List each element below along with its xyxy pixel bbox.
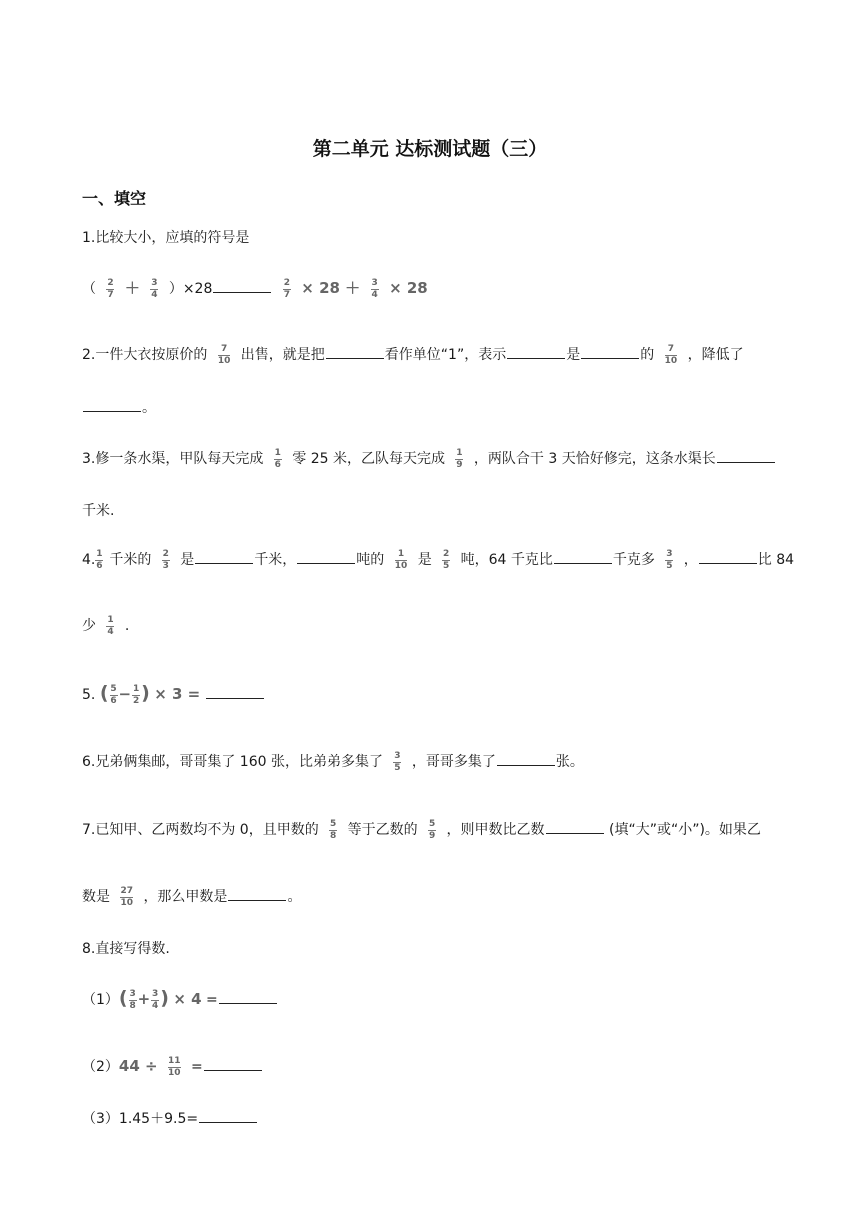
math-paren: ( <box>118 987 128 1009</box>
text: (填“大”或“小”)。如果乙 <box>608 822 761 838</box>
section-heading-fill-in: 一、填空 <box>82 189 147 208</box>
text: 吨的 <box>356 552 385 568</box>
fraction: $\frac{1}{9}$ <box>456 447 463 470</box>
text: 等于乙数的 <box>347 822 418 838</box>
text: 是 <box>566 347 581 363</box>
answer-blank <box>326 344 384 359</box>
fraction: $\frac{3}{5}$ <box>666 548 673 571</box>
answer-blank <box>581 344 639 359</box>
fraction: $\frac{3}{4}$ <box>151 277 158 300</box>
fraction: $\frac{1}{6}$ <box>274 447 281 470</box>
text: ，降低了 <box>687 347 744 363</box>
text: 4. <box>82 552 96 568</box>
answer-blank <box>507 344 565 359</box>
fraction: $\frac{3}{4}$ <box>371 277 378 300</box>
text: 吨，64 千克比 <box>460 552 553 568</box>
text: ，哥哥多集了 <box>411 754 496 770</box>
plus-sign: ＋ <box>124 279 140 297</box>
fraction: $\frac{5}{8}$ <box>330 818 337 841</box>
text: ，那么甲数是 <box>143 889 228 905</box>
math-expression: × 4 <box>173 990 202 1008</box>
fraction: $\frac{2}{5}$ <box>443 548 450 571</box>
answer-blank <box>219 989 277 1004</box>
question-1-prompt: 1.比较大小，应填的符号是 <box>82 230 250 246</box>
question-2-line-1 <box>82 344 744 366</box>
answer-blank <box>199 1108 257 1123</box>
question-8-part-2 <box>82 1055 263 1078</box>
question-1-expression <box>82 277 428 300</box>
text: 6.兄弟俩集邮，哥哥集了 160 张，比弟弟多集了 <box>82 754 383 770</box>
answer-blank <box>546 819 604 834</box>
fraction: $\frac{3}{8}$ <box>129 988 136 1011</box>
answer-blank <box>204 1056 262 1071</box>
question-3-line-1 <box>82 448 776 470</box>
question-6 <box>82 751 584 773</box>
text: = <box>206 992 218 1008</box>
fraction: $\frac{3}{4}$ <box>152 988 159 1011</box>
math-paren: ) <box>141 682 150 704</box>
answer-blank <box>213 278 271 293</box>
math-expression: × 28 <box>389 279 428 297</box>
math-expression: × 28 ＋ <box>301 279 361 297</box>
minus-sign: − <box>118 685 132 703</box>
fraction: $\frac{2}{7}$ <box>107 277 114 300</box>
text: 是 <box>417 552 432 568</box>
question-2-line-2 <box>82 397 156 419</box>
fraction: $\frac{1}{6}$ <box>96 548 103 571</box>
text: ， <box>683 552 698 568</box>
text: 出售，就是把 <box>240 347 325 363</box>
text: 是 <box>180 552 195 568</box>
answer-blank <box>699 549 757 564</box>
math-paren: ) <box>160 987 169 1009</box>
answer-blank <box>83 397 141 412</box>
text: 5. <box>82 687 96 703</box>
text: ，则甲数比乙数 <box>446 822 545 838</box>
text: 。 <box>142 400 156 416</box>
text: 。 <box>287 889 302 905</box>
fraction: $\frac{5}{6}$ <box>110 683 117 706</box>
answer-blank <box>228 886 286 901</box>
page-title: 第二单元 达标测试题（三） <box>312 138 548 160</box>
fraction: $\frac{27}{10}$ <box>120 885 133 908</box>
text: 1.45＋9.5= <box>118 1111 199 1127</box>
question-7-line-1 <box>82 819 761 841</box>
text: 少 <box>82 618 96 634</box>
text: 7.已知甲、乙两数均不为 0，且甲数的 <box>82 822 319 838</box>
question-4-line-1 <box>82 549 794 571</box>
text: . <box>124 618 130 634</box>
fraction: $\frac{1}{2}$ <box>132 683 140 706</box>
fraction: $\frac{1}{10}$ <box>394 548 408 571</box>
fraction: $\frac{2}{7}$ <box>283 277 290 300</box>
fraction: $\frac{1}{4}$ <box>107 614 114 637</box>
text: 3.修一条水渠，甲队每天完成 <box>82 451 264 467</box>
question-5 <box>82 682 265 706</box>
math-expression: × 3 = <box>154 685 201 703</box>
text: 零 25 米，乙队每天完成 <box>292 451 445 467</box>
question-3-line-2: 千米. <box>82 503 115 519</box>
part-label: （2） <box>82 1059 119 1075</box>
text: 张。 <box>555 754 584 770</box>
answer-blank <box>497 751 555 766</box>
fraction: $\frac{5}{9}$ <box>428 818 436 841</box>
text: 数是 <box>82 889 110 905</box>
text: 2.一件大衣按原价的 <box>82 347 208 363</box>
answer-blank <box>206 684 264 699</box>
text: 千克多 <box>612 552 655 568</box>
text: = <box>191 1059 203 1075</box>
fraction: $\frac{7}{10}$ <box>217 343 231 366</box>
math-expression: 44 ÷ <box>118 1057 158 1075</box>
part-label: （1） <box>82 992 119 1008</box>
question-8-part-1 <box>82 987 278 1011</box>
answer-blank <box>297 549 355 564</box>
question-7-line-2 <box>82 886 301 908</box>
question-8-prompt: 8.直接写得数. <box>82 941 170 957</box>
text: 看作单位“1”，表示 <box>384 347 507 363</box>
text: ，两队合干 3 天恰好修完，这条水渠长 <box>473 451 716 467</box>
close-paren-times: ）×28 <box>168 281 213 297</box>
text: 比 84 <box>757 552 795 568</box>
answer-blank <box>554 549 612 564</box>
fraction: $\frac{2}{3}$ <box>162 548 169 571</box>
text: 千米的 <box>109 552 152 568</box>
text: 的 <box>640 347 655 363</box>
plus-sign: + <box>137 990 151 1008</box>
answer-blank <box>717 448 775 463</box>
fraction: $\frac{7}{10}$ <box>664 343 678 366</box>
question-8-part-3 <box>82 1108 258 1130</box>
part-label: （3） <box>82 1111 119 1127</box>
text: 千米， <box>254 552 297 568</box>
answer-blank <box>195 549 253 564</box>
fraction: $\frac{3}{5}$ <box>394 750 401 773</box>
question-4-line-2 <box>82 615 129 637</box>
math-paren: ( <box>99 682 109 704</box>
open-paren: （ <box>82 281 96 297</box>
fraction: $\frac{11}{10}$ <box>168 1055 181 1078</box>
